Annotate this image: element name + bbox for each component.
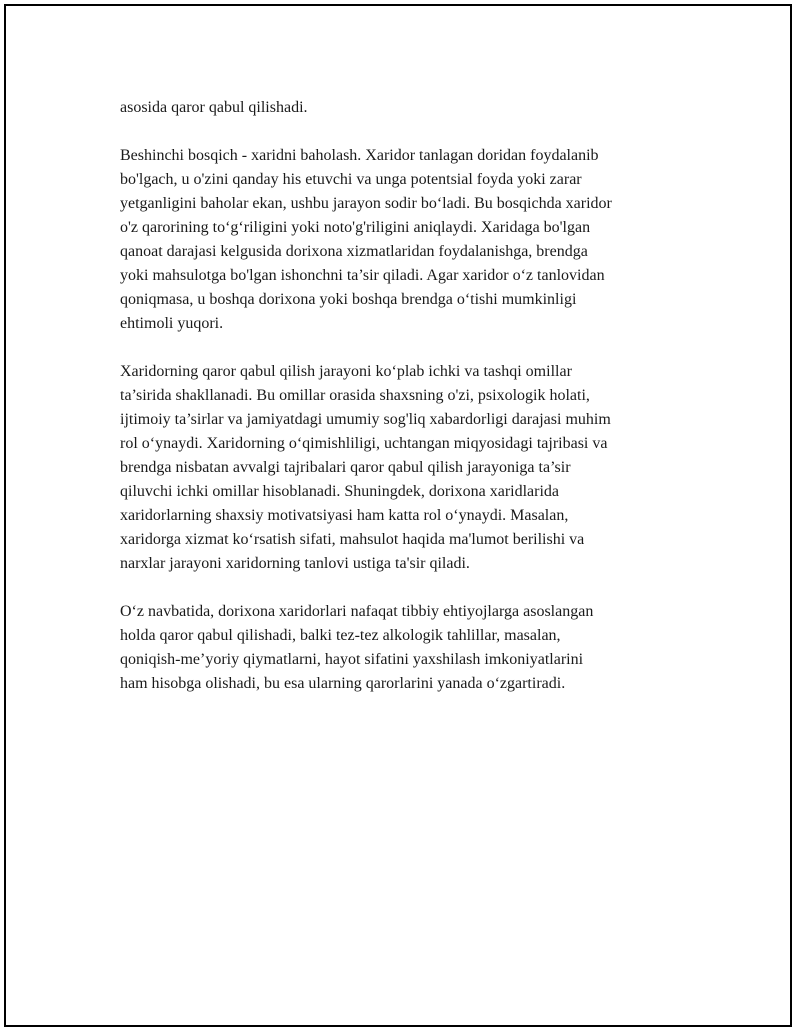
paragraph-3: Xaridorning qaror qabul qilish jarayoni ko‘plab ichki va tashqi omillar ta’sirida shakllanadi. Bu omillar orasida shaxsning o'zi, psixologik holati, ijtimoiy ta’sirlar va jamiyatdagi umumiy sog'liq xabardorligi darajasi muhim rol o‘ynaydi. Xaridorning o‘qimishliligi, uchtangan miqyosidagi tajribasi va brendga nisbatan avvalgi tajribalari qaror qabul qilish jarayoniga ta’sir qiluvchi ichki omillar hisoblanadi. Shuningdek, dorixona xaridlarida xaridorlarning shaxsiy motivatsiyasi ham katta rol o‘ynaydi. Masalan, xaridorga xizmat ko‘rsatish sifati, mahsulot haqida ma'lumot berilishi va narxlar jarayoni xaridorning tanlovi ustiga ta'sir qiladi. <box>120 363 611 572</box>
document-body <box>120 96 700 720</box>
document-page <box>4 4 792 1027</box>
paragraph-4: O‘z navbatida, dorixona xaridorlari nafaqat tibbiy ehtiyojlarga asoslangan holda qaror qabul qilishadi, balki tez-tez alkologik tahlillar, masalan, qoniqish-me’yoriy qiymatlarni, hayot sifatini yaxshilash imkoniyatlarini ham hisobga olishadi, bu esa ularning qarorlarini yanada o‘zgartiradi. <box>120 603 594 692</box>
paragraph-2: Beshinchi bosqich - xaridni baholash. Xaridor tanlagan doridan foydalanib bo'lgach, u o'zini qanday his etuvchi va unga potentsial foyda yoki zarar yetganligini baholar ekan, ushbu jarayon sodir bo‘ladi. Bu bosqichda xaridor o'z qarorining to‘g‘riligini yoki noto'g'riligini aniqlaydi. Xaridaga bo'lgan qanoat darajasi kelgusida dorixona xizmatlaridan foydalanishga, brendga yoki mahsulotga bo'lgan ishonchni ta’sir qiladi. Agar xaridor o‘z tanlovidan qoniqmasa, u boshqa dorixona yoki boshqa brendga o‘tishi mumkinligi ehtimoli yuqori. <box>120 147 612 332</box>
paragraph-1: asosida qaror qabul qilishadi. <box>120 99 308 116</box>
